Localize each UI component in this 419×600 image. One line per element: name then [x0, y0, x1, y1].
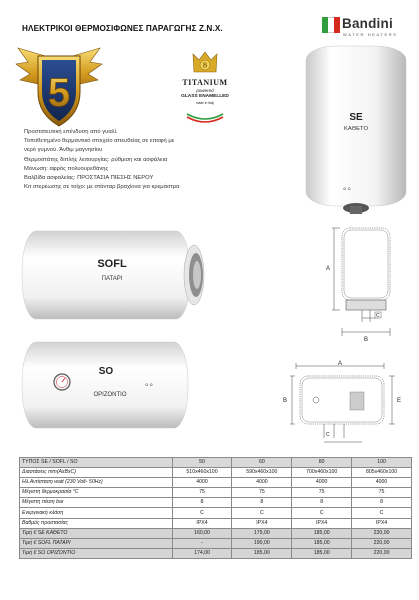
- table-cell: 700x460x100: [292, 468, 352, 478]
- table-row: [20, 518, 412, 528]
- five-year-warranty-badge-icon: [14, 40, 104, 132]
- feature-item: Μόνωση: αφρός πολυουρεθάνης: [24, 165, 109, 172]
- table-cell: 4000: [232, 478, 292, 488]
- price-cell: 185,00: [292, 548, 352, 558]
- shield-number: 5: [47, 71, 71, 115]
- table-cell: 4000: [352, 478, 412, 488]
- row-label: Μέγιστη θερμοκρασία °C: [20, 488, 173, 498]
- table-cell: C: [292, 508, 352, 518]
- price-cell: 179,00: [232, 528, 292, 538]
- table-cell: C: [172, 508, 232, 518]
- price-cell: 185,00: [232, 548, 292, 558]
- dim-c-h-label: C: [326, 432, 330, 438]
- vertical-dimension-diagram: [322, 222, 412, 348]
- table-row: [20, 468, 412, 478]
- page-title: ΗΛΕΚΤΡΙΚΟΙ ΘΕΡΜΟΣΙΦΩΝΕΣ ΠΑΡΑΓΩΓΗΣ Ζ.Ν.Χ.: [22, 24, 223, 33]
- table-header-label: ΤΥΠΟΣ SE / SOFL / SO: [20, 458, 173, 468]
- dim-e-label: E: [397, 398, 402, 404]
- price-cell: 190,00: [232, 538, 292, 548]
- svg-text:B: B: [202, 61, 208, 70]
- row-label: Ηλ.Αντίσταση watt (230 Volt- 50Hz): [20, 478, 173, 488]
- table-cell: 4000: [172, 478, 232, 488]
- sofl-heater-image: [20, 225, 210, 325]
- dim-b-label: B: [364, 337, 369, 343]
- table-cell: 8: [352, 498, 412, 508]
- brand-tagline: WATER HEATERS: [343, 32, 398, 37]
- price-label: Τιμή € SO ΟΡΙΖΟΝΤΙΟ: [20, 548, 173, 558]
- table-cell: 8: [172, 498, 232, 508]
- row-label: Μέγιστη πίεση bar: [20, 498, 173, 508]
- feature-item: Θερμοστάτης διπλής λειτουργίας: ρύθμιση και ασφάλεια: [24, 156, 168, 163]
- price-cell: 220,00: [352, 538, 412, 548]
- features-list: [24, 128, 316, 192]
- table-row: [20, 488, 412, 498]
- table-cell: 8: [232, 498, 292, 508]
- table-cell: C: [232, 508, 292, 518]
- price-row: [20, 548, 412, 558]
- table-row: [20, 508, 412, 518]
- row-label: Διαστάσεις mm(AxBxC): [20, 468, 173, 478]
- titanium-powered-label: powered: [196, 88, 214, 93]
- se-code-label: SE: [349, 112, 363, 123]
- price-cell: 174,00: [172, 548, 232, 558]
- table-cell: IPX4: [292, 518, 352, 528]
- titanium-badge: [160, 50, 250, 132]
- dim-a-label: A: [326, 266, 331, 272]
- price-label: Τιμή € SOFL ΠΑΤΑΡΙ: [20, 538, 173, 548]
- table-cell: 75: [292, 488, 352, 498]
- table-cell: 75: [352, 488, 412, 498]
- feature-item: Τοποθετημένο θερμαντικό στοιχείο απευθείας σε επαφή με: [24, 138, 175, 145]
- se-name-label: ΚΑΘΕΤΟ: [344, 126, 368, 132]
- price-cell: 220,00: [352, 528, 412, 538]
- table-row: [20, 478, 412, 488]
- so-heater-image: [20, 340, 195, 432]
- svg-text:✿ ✿: ✿ ✿: [343, 186, 351, 191]
- table-cell: 8: [292, 498, 352, 508]
- table-cell: 590x460x100: [232, 468, 292, 478]
- row-label: Βαθμός προστασίας: [20, 518, 173, 528]
- feature-item: Κιτ στερέωσης σε τοίχο: με στάνταρ βραχίονα για κρεμάστρα: [24, 184, 180, 191]
- table-cell: 4000: [292, 478, 352, 488]
- price-cell: 160,00: [172, 528, 232, 538]
- feature-item: Βαλβίδα ασφαλείας: ΠΡΟΣΤΑΣΙΑ ΠΙΕΣΗΣ ΝΕΡΟΥ: [24, 175, 154, 182]
- table-cell: 75: [172, 488, 232, 498]
- price-cell: -: [172, 538, 232, 548]
- horizontal-dimension-diagram: [282, 358, 414, 453]
- table-cell: C: [352, 508, 412, 518]
- glass-enamelled-label: GLASS ENAMELLED: [181, 94, 229, 99]
- price-row: [20, 528, 412, 538]
- table-cell: IPX4: [232, 518, 292, 528]
- sofl-code-label: SOFL: [97, 258, 127, 270]
- table-header-cell: 50: [172, 458, 232, 468]
- italian-flag-icon: [322, 17, 340, 33]
- price-cell: 185,00: [292, 528, 352, 538]
- feature-item: Προστατευτική επένδυση από γυαλί.: [24, 129, 118, 135]
- table-header-row: [20, 458, 412, 468]
- brand-name: Bandini: [342, 16, 393, 31]
- table-header-cell: 100: [352, 458, 412, 468]
- svg-text:✿ ✿: ✿ ✿: [145, 382, 153, 387]
- price-label: Τιμή € SE ΚΑΘΕΤΟ: [20, 528, 173, 538]
- dim-c-label: C: [376, 313, 380, 319]
- titanium-label: TITANIUM: [182, 78, 228, 87]
- dim-a-h-label: A: [338, 361, 343, 367]
- dim-b-h-label: B: [283, 398, 288, 404]
- price-row: [20, 538, 412, 548]
- table-cell: 805x460x100: [352, 468, 412, 478]
- row-label: Ενεργειακή κλάση: [20, 508, 173, 518]
- so-name-label: ΟΡΙΖΟΝΤΙΟ: [93, 392, 127, 398]
- table-header-cell: 80: [292, 458, 352, 468]
- table-row: [20, 498, 412, 508]
- table-cell: IPX4: [352, 518, 412, 528]
- price-cell: 220,00: [352, 548, 412, 558]
- table-cell: 510x460x100: [172, 468, 232, 478]
- table-cell: IPX4: [172, 518, 232, 528]
- table-cell: 75: [232, 488, 292, 498]
- spec-table: [19, 457, 412, 559]
- feature-item: νερό γυμνού. Άνθιμ μαγνησίου: [24, 147, 103, 154]
- table-header-cell: 60: [232, 458, 292, 468]
- made-in-italy-label: made in Italy: [195, 101, 215, 105]
- price-cell: 185,00: [292, 538, 352, 548]
- sofl-name-label: ΠΑΤΑΡΙ: [101, 276, 123, 282]
- so-code-label: SO: [98, 366, 114, 377]
